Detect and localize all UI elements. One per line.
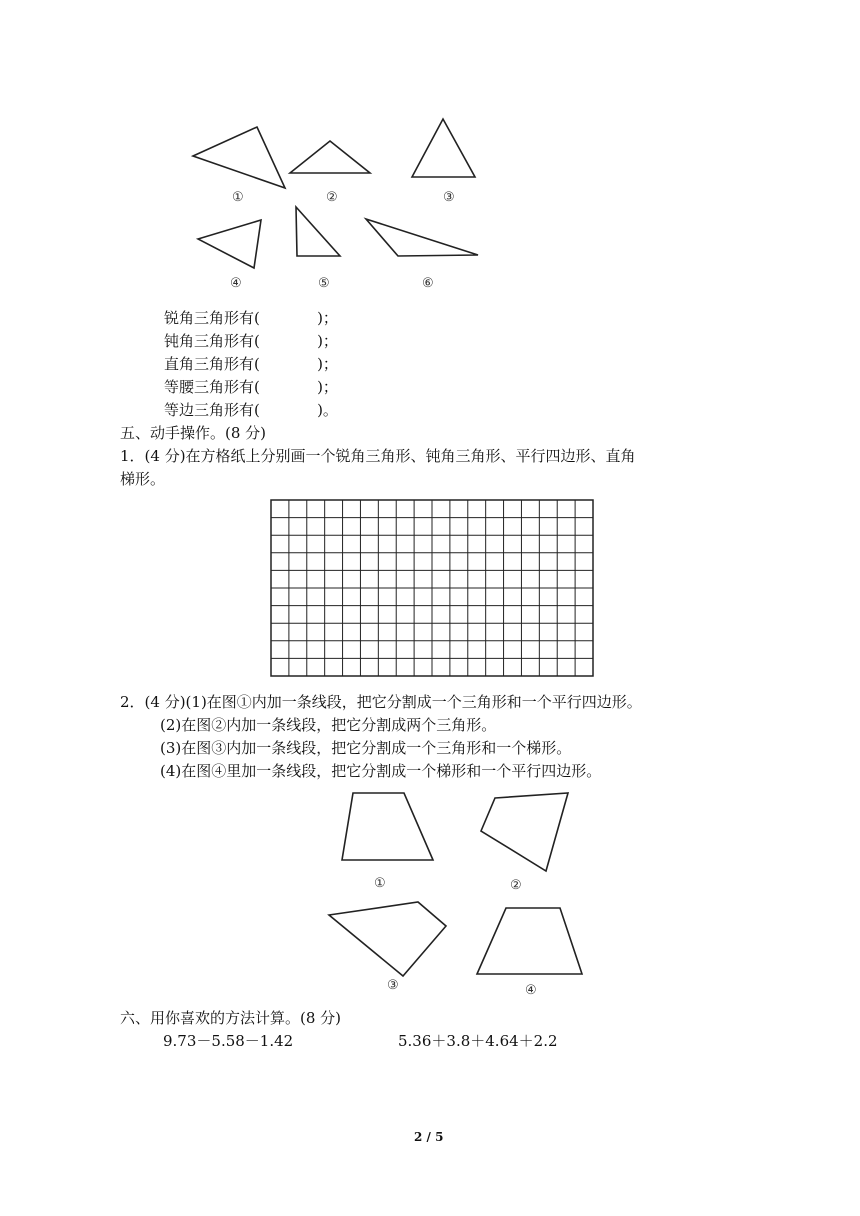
answer-acute: 锐角三角形有( )； xyxy=(164,309,338,327)
q1-line2: 梯形。 xyxy=(120,470,166,488)
page-number: 2 / 5 xyxy=(414,1130,444,1144)
shape-label-1: ① xyxy=(374,876,386,891)
answer-equilateral: 等边三角形有( )。 xyxy=(164,401,338,419)
q1-line1: 1．(4 分)在方格纸上分别画一个锐角三角形、钝角三角形、平行四边形、直角 xyxy=(120,447,636,465)
triangle-label-6: ⑥ xyxy=(422,276,434,291)
calc-expr-2: 5.36＋3.8＋4.64＋2.2 xyxy=(398,1032,558,1050)
answer-obtuse: 钝角三角形有( )； xyxy=(164,332,338,350)
section5-title: 五、动手操作。(8 分) xyxy=(120,424,267,442)
triangle-1 xyxy=(193,127,285,188)
triangle-label-3: ③ xyxy=(443,190,455,205)
triangle-label-1: ① xyxy=(232,190,244,205)
triangle-label-5: ⑤ xyxy=(318,276,330,291)
shape-label-3: ③ xyxy=(387,978,399,993)
quadrilateral-3 xyxy=(329,902,446,976)
triangle-3 xyxy=(412,119,475,177)
triangle-5 xyxy=(296,207,340,256)
quadrilateral-1 xyxy=(342,793,433,860)
triangle-label-2: ② xyxy=(326,190,338,205)
q2-line4: (4)在图④里加一条线段，把它分割成一个梯形和一个平行四边形。 xyxy=(160,762,602,780)
answer-right: 直角三角形有( )； xyxy=(164,355,338,373)
grid-paper xyxy=(271,500,593,676)
shape-label-4: ④ xyxy=(525,983,537,998)
shape-label-2: ② xyxy=(510,878,522,893)
triangle-6 xyxy=(366,219,478,256)
q2-line1: 2．(4 分)(1)在图①内加一条线段，把它分割成一个三角形和一个平行四边形。 xyxy=(120,693,642,711)
q2-line3: (3)在图③内加一条线段，把它分割成一个三角形和一个梯形。 xyxy=(160,739,572,757)
calc-expr-1: 9.73－5.58－1.42 xyxy=(163,1032,294,1050)
q2-line2: (2)在图②内加一条线段，把它分割成两个三角形。 xyxy=(160,716,497,734)
triangle-2 xyxy=(290,141,370,173)
quadrilateral-2 xyxy=(481,793,568,871)
answer-isosceles: 等腰三角形有( )； xyxy=(164,378,338,396)
quadrilateral-4 xyxy=(477,908,582,974)
section6-title: 六、用你喜欢的方法计算。(8 分) xyxy=(120,1009,342,1027)
triangle-4 xyxy=(198,220,261,268)
triangle-label-4: ④ xyxy=(230,276,242,291)
